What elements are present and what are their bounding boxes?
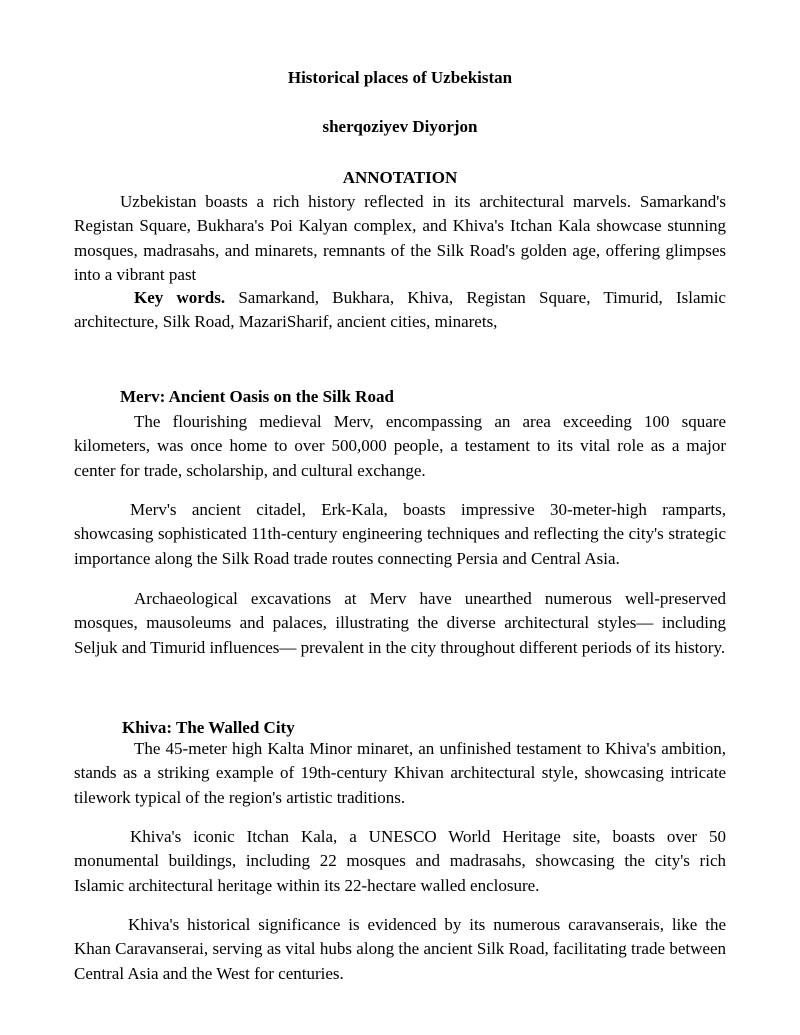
annotation-paragraph: Uzbekistan boasts a rich history reflected in its architectural marvels. Samarkand's Registan Square, Bukhara's Poi Kalyan complex, and Khiva's Itchan Kala showcase stunning mosques, madrasahs, and minarets, remnants of the Silk Road's golden age, offering glimpses into a vibrant past (74, 192, 726, 284)
khiva-paragraph-3: Khiva's historical significance is evidenced by its numerous caravanserais, like the Khan Caravanserai, serving as vital hubs along the ancient Silk Road, facilitating trade between Central Asia and the West for centuries. (74, 915, 726, 983)
khiva-paragraph-2: Khiva's iconic Itchan Kala, a UNESCO World Heritage site, boasts over 50 monumental buildings, including 22 mosques and madrasahs, showcasing the city's rich Islamic architectural heritage within its 22-hectare walled enclosure. (74, 827, 726, 895)
merv-paragraph-2: Merv's ancient citadel, Erk-Kala, boasts impressive 30-meter-high ramparts, showcasing sophisticated 11th-century engineering techniques and reflecting the city's strategic importance along the Silk Road trade routes connecting Persia and Central Asia. (74, 500, 726, 568)
khiva-paragraph-1: The 45-meter high Kalta Minor minaret, an unfinished testament to Khiva's ambition, stands as a striking example of 19th-century Khivan architectural style, showcasing intricate tilework typical of the region's artistic traditions. (74, 739, 726, 807)
keywords-paragraph (74, 286, 726, 335)
section-heading-merv: Merv: Ancient Oasis on the Silk Road (120, 387, 394, 406)
merv-paragraph-1: The flourishing medieval Merv, encompassing an area exceeding 100 square kilometers, was once home to over 500,000 people, a testament to its vital role as a major center for trade, scholarship, and cultural exchange. (74, 412, 726, 480)
keywords-text: Samarkand, Bukhara, Khiva, Registan Square, Timurid, Islamic architecture, Silk Road, MazariSharif, ancient cities, minarets, (74, 288, 726, 332)
author-name: sherqoziyev Diyorjon (322, 117, 478, 136)
document-title: Historical places of Uzbekistan (287, 68, 513, 87)
annotation-heading: ANNOTATION (342, 168, 458, 187)
section-heading-khiva: Khiva: The Walled City (122, 718, 295, 737)
keywords-label: Key words. (134, 288, 226, 307)
merv-paragraph-3: Archaeological excavations at Merv have unearthed numerous well-preserved mosques, mausoleums and palaces, illustrating the diverse architectural styles— including Seljuk and Timurid influences— prevalent in the city throughout different periods of its history. (74, 589, 726, 657)
